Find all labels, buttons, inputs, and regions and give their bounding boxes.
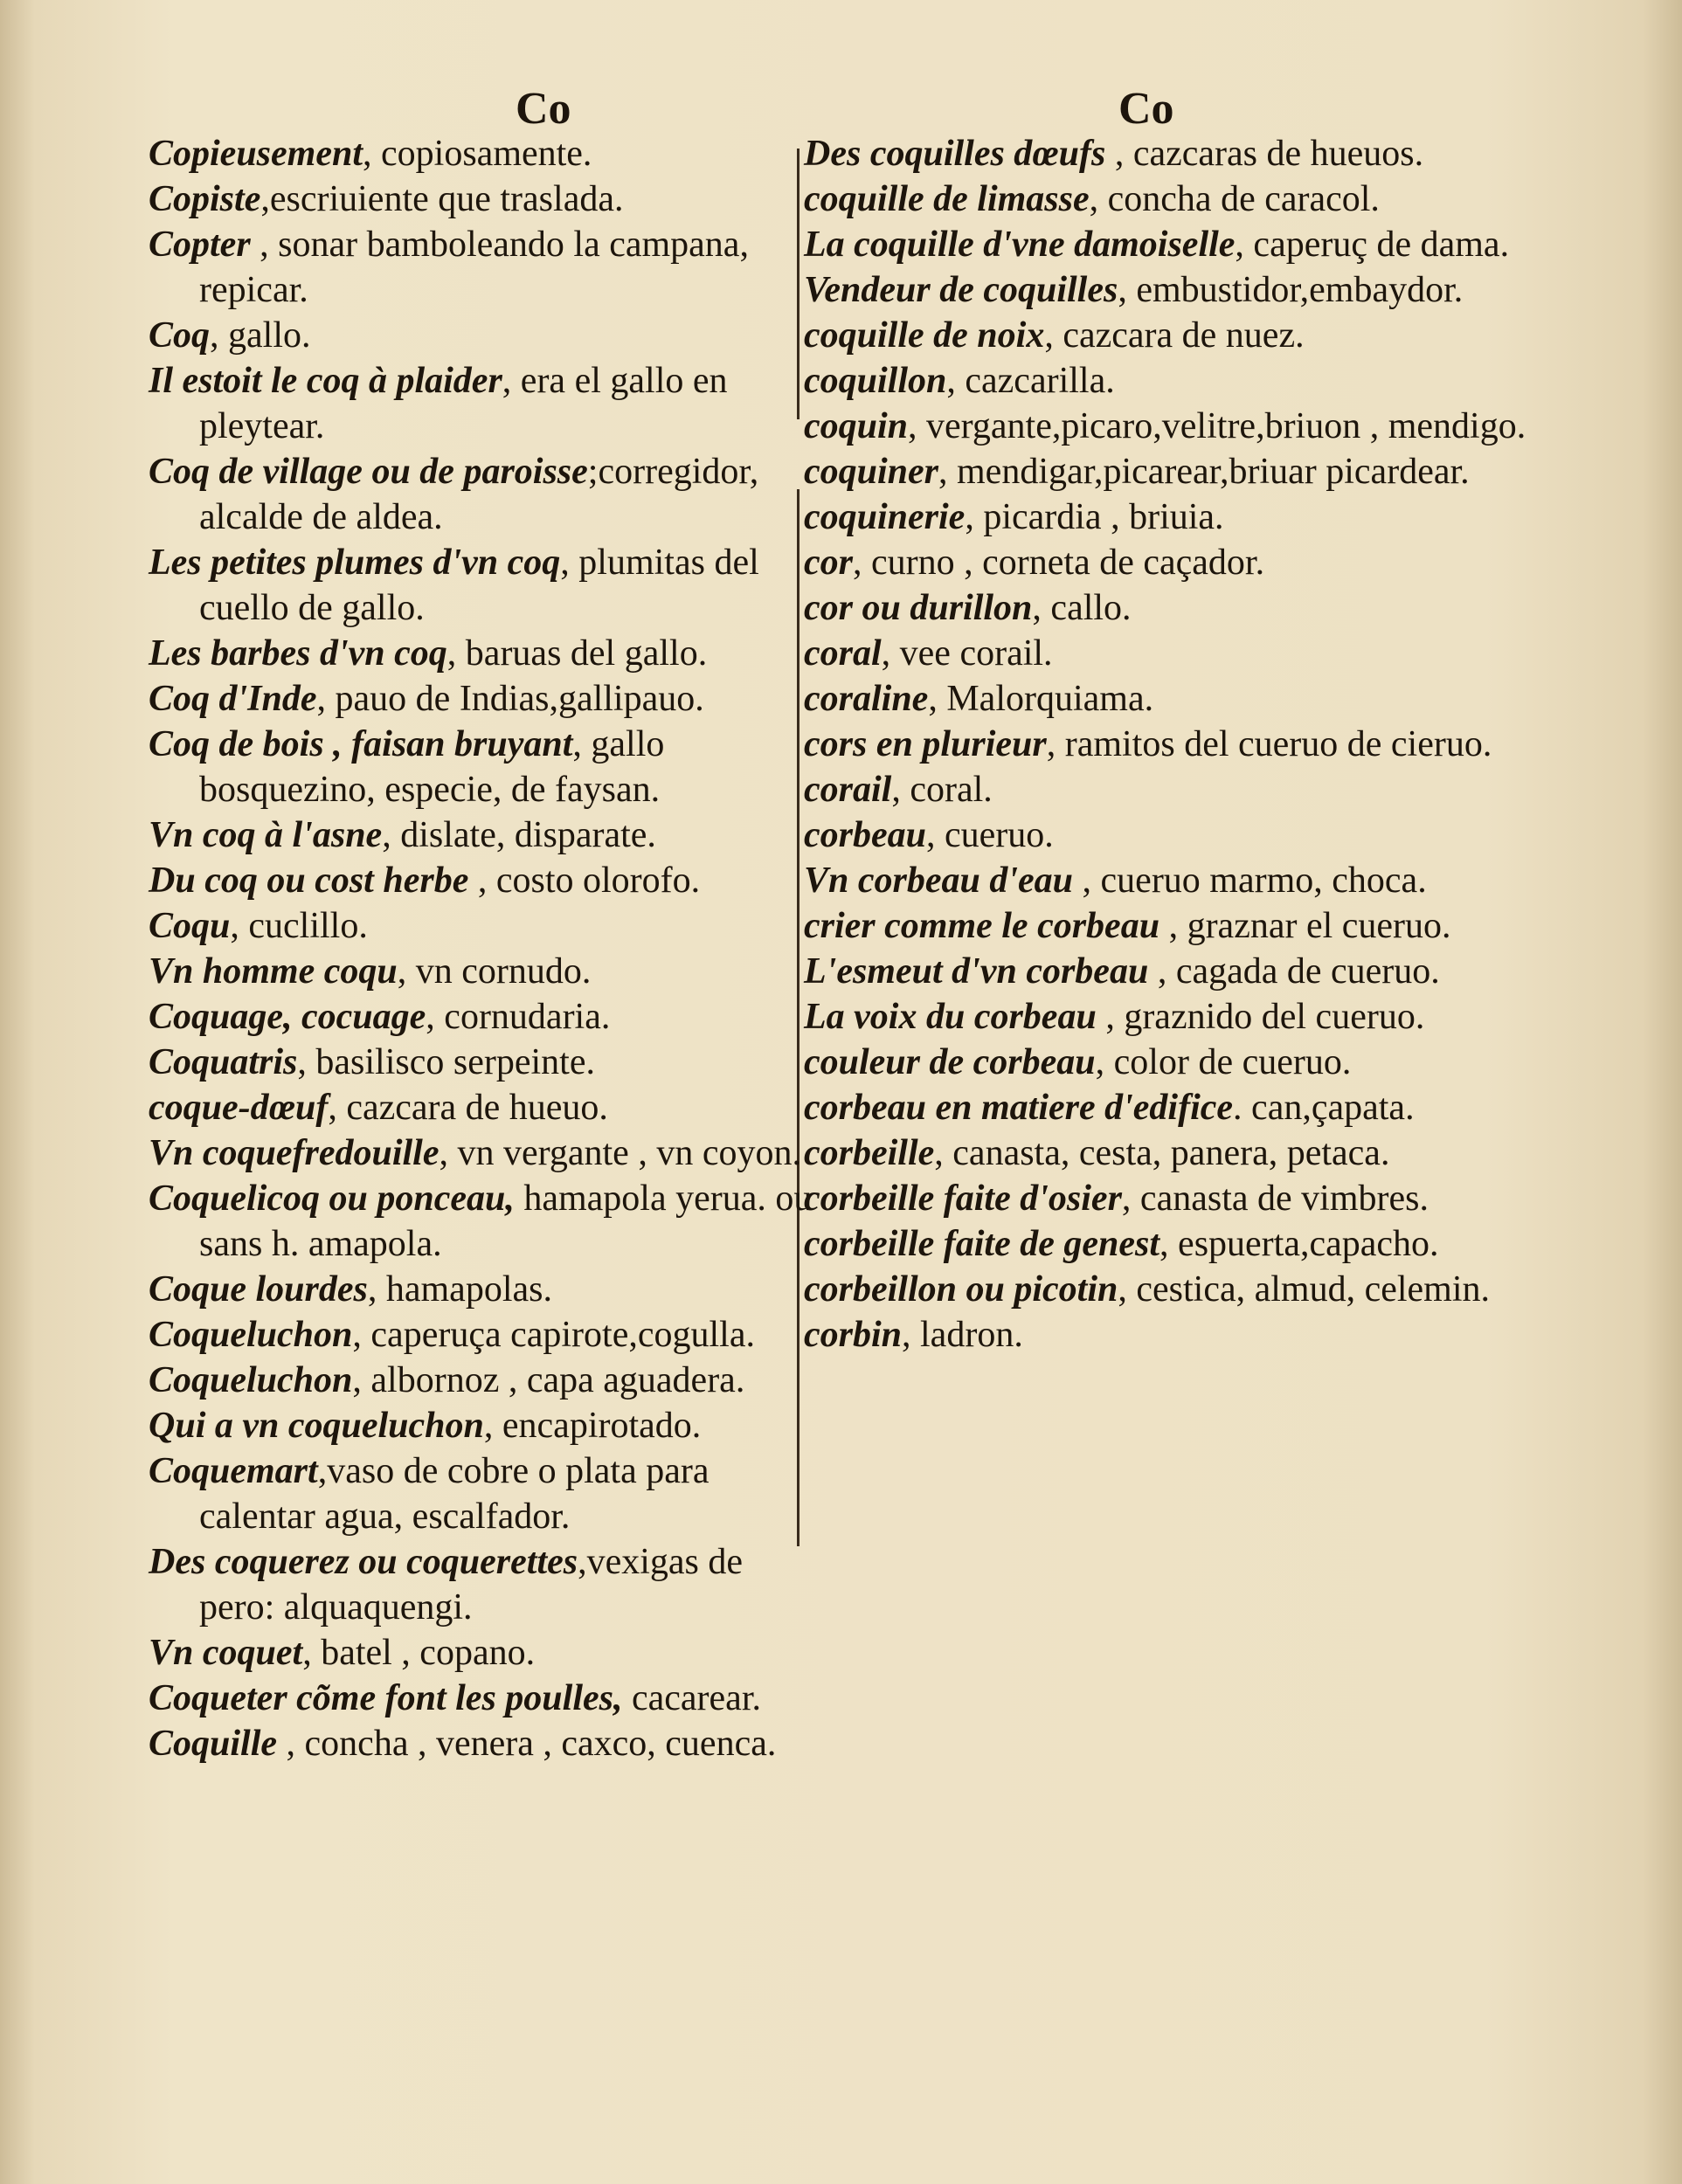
dictionary-entry xyxy=(149,949,813,994)
entry-headword: coquiner xyxy=(804,452,939,492)
entry-definition: , embustidor,embaydor. xyxy=(1118,270,1464,310)
entry-headword: Coquage, cocuage xyxy=(149,997,426,1037)
dictionary-entry xyxy=(149,176,813,222)
entry-definition: , caperuça capirote,cogulla. xyxy=(352,1315,755,1355)
entry-headword: coque-dœuf xyxy=(149,1088,329,1128)
entry-definition: , graznar el cueruo. xyxy=(1159,906,1451,946)
entry-definition: , dislate, disparate. xyxy=(382,815,656,855)
dictionary-entry xyxy=(149,1676,813,1721)
entry-headword: Coqueluchon xyxy=(149,1315,353,1355)
entry-headword: Les petites plumes d'vn coq xyxy=(149,543,561,583)
dictionary-entry xyxy=(149,812,813,858)
dictionary-entry xyxy=(804,176,1573,222)
entry-headword: coraline xyxy=(804,679,929,719)
entry-headword: corbeille xyxy=(804,1133,935,1173)
entry-definition: , era el gallo en pleytear. xyxy=(199,361,728,446)
entry-headword: Du coq ou cost herbe xyxy=(149,860,469,901)
entry-definition: , basilisco serpeinte. xyxy=(297,1042,595,1082)
dictionary-entry xyxy=(149,222,813,313)
dictionary-entry xyxy=(149,631,813,676)
entry-definition: , mendigar,picarear,briuar picardear. xyxy=(938,452,1470,492)
entry-headword: Coque lourdes xyxy=(149,1269,368,1310)
entry-definition: , baruas del gallo. xyxy=(446,633,708,674)
entry-definition: , canasta, cesta, panera, petaca. xyxy=(934,1133,1390,1173)
entry-definition: , cuclillo. xyxy=(230,906,368,946)
right-column xyxy=(804,131,1573,1358)
dictionary-entry xyxy=(149,131,813,176)
entry-headword: corbeillon ou picotin xyxy=(804,1269,1118,1310)
dictionary-entry xyxy=(804,1085,1573,1130)
entry-definition: , Malorquiama. xyxy=(928,679,1154,719)
entry-definition: , cazcaras de hueuos. xyxy=(1105,134,1424,174)
entry-definition: ;corregidor, alcalde de aldea. xyxy=(199,452,759,537)
dictionary-entry xyxy=(804,1267,1573,1312)
entry-definition: , encapirotado. xyxy=(483,1406,702,1446)
dictionary-entry xyxy=(149,1040,813,1085)
entry-definition: , copiosamente. xyxy=(363,134,592,174)
entry-headword: coquille de noix xyxy=(804,315,1045,356)
entry-definition: , coral. xyxy=(891,770,993,810)
entry-definition: , vn cornudo. xyxy=(397,951,592,992)
dictionary-entry xyxy=(804,267,1573,313)
dictionary-entry xyxy=(804,358,1573,404)
entry-definition: , ramitos del cueruo de cieruo. xyxy=(1046,724,1492,764)
entry-headword: Coquille xyxy=(149,1724,278,1764)
entry-headword: corbin xyxy=(804,1315,903,1355)
entry-definition: , sonar bamboleando la campana, repicar. xyxy=(199,225,749,310)
entry-definition: , gallo bosquezino, especie, de faysan. xyxy=(199,724,665,810)
dictionary-entry xyxy=(804,585,1573,631)
entry-headword: coquin xyxy=(804,406,909,446)
entry-definition: cacarear. xyxy=(622,1678,761,1718)
entry-definition: hamapola yerua. ou sans h. amapola. xyxy=(199,1178,813,1264)
dictionary-entry xyxy=(804,949,1573,994)
entry-headword: Coquatris xyxy=(149,1042,298,1082)
entry-definition: , cazcara de nuez. xyxy=(1044,315,1305,356)
dictionary-entry xyxy=(149,1403,813,1448)
entry-definition: ,vexigas de pero: alquaquengi. xyxy=(199,1542,744,1628)
entry-headword: L'esmeut d'vn corbeau xyxy=(804,951,1149,992)
dictionary-entry xyxy=(149,903,813,949)
entry-headword: coral xyxy=(804,633,882,674)
entry-headword: corbeau en matiere d'edifice xyxy=(804,1088,1234,1128)
dictionary-entry xyxy=(804,540,1573,585)
entry-definition: , vn vergante , vn coyon. xyxy=(439,1133,801,1173)
entry-headword: corbeau xyxy=(804,815,926,855)
left-column xyxy=(149,131,813,1766)
entry-definition: ,vaso de cobre o plata para calentar agua, escalfador. xyxy=(199,1451,709,1537)
entry-headword: Les barbes d'vn coq xyxy=(149,633,447,674)
entry-definition: , albornoz , capa aguadera. xyxy=(352,1360,745,1400)
entry-definition: , cueruo marmo, choca. xyxy=(1073,860,1427,901)
entry-headword: Copter xyxy=(149,225,251,265)
entry-headword: La voix du corbeau xyxy=(804,997,1097,1037)
dictionary-entry xyxy=(149,858,813,903)
dictionary-entry xyxy=(149,540,813,631)
entry-definition: , cagada de cueruo. xyxy=(1148,951,1440,992)
dictionary-entry xyxy=(804,631,1573,676)
entry-definition: , picardia , briuia. xyxy=(965,497,1224,537)
dictionary-entry xyxy=(804,1130,1573,1176)
entry-headword: Coq de village ou de paroisse xyxy=(149,452,588,492)
entry-definition: , cazcarilla. xyxy=(946,361,1115,401)
entry-headword: Vn coquefredouille xyxy=(149,1133,440,1173)
dictionary-entry xyxy=(804,812,1573,858)
entry-headword: Des coquilles dœufs xyxy=(804,134,1106,174)
entry-definition: , espuerta,capacho. xyxy=(1159,1224,1439,1264)
dictionary-entry xyxy=(149,358,813,449)
dictionary-entry xyxy=(149,1085,813,1130)
entry-headword: Coq xyxy=(149,315,211,356)
dictionary-entry xyxy=(149,1721,813,1766)
entry-definition: , curno , corneta de caçador. xyxy=(853,543,1265,583)
entry-headword: corail xyxy=(804,770,892,810)
entry-definition: , costo olorofo. xyxy=(468,860,701,901)
dictionary-entry xyxy=(804,903,1573,949)
entry-definition: , batel , copano. xyxy=(302,1633,536,1673)
dictionary-entry xyxy=(804,994,1573,1040)
entry-definition: , callo. xyxy=(1032,588,1132,628)
entry-headword: coquille de limasse xyxy=(804,179,1090,219)
dictionary-entry xyxy=(149,1267,813,1312)
entry-headword: Il estoit le coq à plaider xyxy=(149,361,502,401)
entry-headword: Vn coquet xyxy=(149,1633,303,1673)
entry-definition: , plumitas del cuello de gallo. xyxy=(199,543,759,628)
entry-definition: , cornudaria. xyxy=(426,997,611,1037)
dictionary-entry xyxy=(804,767,1573,812)
entry-headword: cor xyxy=(804,543,853,583)
entry-headword: Copiste xyxy=(149,179,261,219)
entry-definition: , hamapolas. xyxy=(367,1269,552,1310)
dictionary-entry xyxy=(149,1539,813,1630)
entry-definition: . can,çapata. xyxy=(1233,1088,1415,1128)
dictionary-entry xyxy=(804,858,1573,903)
entry-definition: , cueruo. xyxy=(926,815,1054,855)
dictionary-entry xyxy=(149,449,813,540)
dictionary-entry xyxy=(804,722,1573,767)
entry-headword: cor ou durillon xyxy=(804,588,1033,628)
entry-headword: Vn corbeau d'eau xyxy=(804,860,1074,901)
entry-definition: , vee corail. xyxy=(881,633,1053,674)
entry-definition: , ladron. xyxy=(902,1315,1023,1355)
dictionary-entry xyxy=(149,1176,813,1267)
entry-definition: , vergante,picaro,velitre,briuon , mendigo. xyxy=(908,406,1526,446)
entry-headword: Coqueter cõme font les poulles, xyxy=(149,1678,623,1718)
dictionary-entry xyxy=(149,994,813,1040)
entry-headword: Vendeur de coquilles xyxy=(804,270,1118,310)
entry-headword: coquillon xyxy=(804,361,947,401)
entry-definition: , concha de caracol. xyxy=(1089,179,1380,219)
entry-definition: , graznido del cueruo. xyxy=(1096,997,1425,1037)
entry-definition: , color de cueruo. xyxy=(1095,1042,1352,1082)
entry-headword: La coquille d'vne damoiselle xyxy=(804,225,1236,265)
dictionary-entry xyxy=(149,1448,813,1539)
dictionary-entry xyxy=(149,313,813,358)
entry-headword: couleur de corbeau xyxy=(804,1042,1096,1082)
entry-headword: Copieusement xyxy=(149,134,363,174)
entry-headword: corbeille faite de genest xyxy=(804,1224,1160,1264)
dictionary-entry xyxy=(804,1312,1573,1358)
dictionary-entry xyxy=(804,131,1573,176)
dictionary-entry xyxy=(804,449,1573,494)
entry-definition: , canasta de vimbres. xyxy=(1121,1178,1429,1219)
entry-headword: Coquemart xyxy=(149,1451,318,1491)
entry-definition: , cestica, almud, celemin. xyxy=(1118,1269,1491,1310)
entry-definition: , concha , venera , caxco, cuenca. xyxy=(277,1724,777,1764)
entry-definition: , gallo. xyxy=(210,315,311,356)
entry-definition: , pauo de Indias,gallipauo. xyxy=(316,679,704,719)
entry-headword: corbeille faite d'osier xyxy=(804,1178,1122,1219)
entry-definition: ,escriuiente que traslada. xyxy=(260,179,624,219)
dictionary-entry xyxy=(804,404,1573,449)
dictionary-entry xyxy=(804,494,1573,540)
running-head-right: Co xyxy=(1118,84,1174,134)
entry-headword: Coqueluchon xyxy=(149,1360,353,1400)
entry-definition: , caperuç de dama. xyxy=(1235,225,1510,265)
entry-headword: Qui a vn coqueluchon xyxy=(149,1406,484,1446)
dictionary-entry xyxy=(149,1130,813,1176)
entry-headword: Des coquerez ou coquerettes xyxy=(149,1542,578,1582)
entry-headword: cors en plurieur xyxy=(804,724,1047,764)
entry-headword: Vn coq à l'asne xyxy=(149,815,383,855)
entry-headword: Coqu xyxy=(149,906,231,946)
dictionary-entry xyxy=(804,1176,1573,1221)
entry-headword: Coq de bois , faisan bruyant xyxy=(149,724,573,764)
dictionary-entry xyxy=(149,722,813,812)
dictionary-entry xyxy=(804,313,1573,358)
entry-headword: Vn homme coqu xyxy=(149,951,398,992)
dictionary-entry xyxy=(804,1221,1573,1267)
running-head-left: Co xyxy=(516,84,571,134)
dictionary-entry xyxy=(804,1040,1573,1085)
dictionary-entry xyxy=(149,1630,813,1676)
dictionary-entry xyxy=(804,676,1573,722)
dictionary-entry xyxy=(804,222,1573,267)
dictionary-entry xyxy=(149,676,813,722)
entry-headword: Coq d'Inde xyxy=(149,679,317,719)
entry-headword: crier comme le corbeau xyxy=(804,906,1160,946)
dictionary-entry xyxy=(149,1312,813,1358)
entry-headword: coquinerie xyxy=(804,497,966,537)
dictionary-entry xyxy=(149,1358,813,1403)
entry-definition: , cazcara de hueuo. xyxy=(328,1088,608,1128)
entry-headword: Coquelicoq ou ponceau, xyxy=(149,1178,515,1219)
